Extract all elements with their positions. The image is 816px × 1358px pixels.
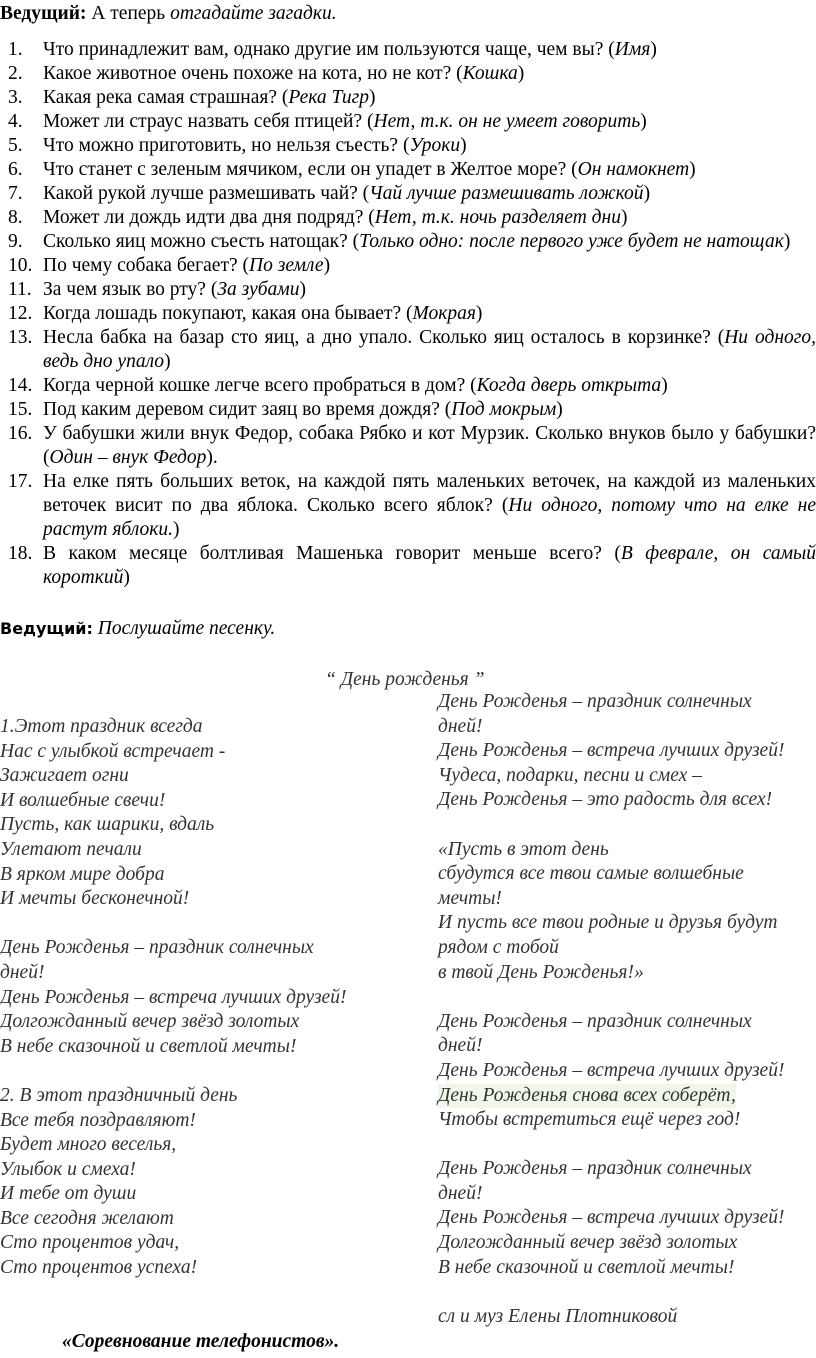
song-line — [438, 1084, 816, 1109]
riddle-number: 7. — [8, 183, 23, 204]
song-line: Все сегодня желают — [0, 1207, 174, 1229]
riddle-closing: ) — [689, 159, 696, 180]
riddle-answer: Река Тигр — [288, 87, 369, 108]
riddle-closing: ) — [661, 375, 668, 396]
riddle-number: 6. — [8, 159, 23, 180]
riddle-closing: ) — [650, 39, 657, 60]
riddle-number: 18. — [8, 543, 33, 564]
song-line: Все тебя поздравляют! — [0, 1109, 196, 1131]
riddle-number: 5. — [8, 135, 23, 156]
intro-italic-text: отгадайте загадки. — [170, 3, 337, 24]
song-line: «Пусть в этот день — [438, 838, 609, 860]
riddle-answer: По земле — [249, 255, 324, 276]
song-line: В ярком мире добра — [0, 863, 165, 885]
song-title: “ День рожденья ” — [325, 669, 485, 690]
riddle-answer: Кошка — [462, 63, 518, 84]
song-line: сл и муз Елены Плотниковой — [438, 1305, 678, 1327]
song-line — [438, 985, 816, 1010]
riddle-answer: Нет, т.к. ночь разделяет дни — [374, 207, 621, 228]
host-label: Ведущий: — [0, 619, 93, 638]
song-line: Чудеса, подарки, песни и смех – — [438, 764, 702, 786]
song-line: дней! — [0, 961, 45, 983]
song-line: дней! — [438, 1035, 483, 1057]
riddle-item — [0, 326, 816, 374]
riddle-number: 8. — [8, 207, 23, 228]
riddle-question: Когда черной кошке легче всего пробраться в дом? ( — [43, 375, 477, 396]
riddle-closing: ) — [368, 87, 376, 108]
riddle-question: Может ли страус назвать себя птицей? ( — [43, 111, 374, 132]
riddle-answer: Имя — [614, 39, 651, 60]
riddle-item — [0, 230, 816, 254]
riddle-question: Может ли дождь идти два дня подряд? ( — [43, 207, 375, 228]
riddle-number: 11. — [8, 279, 32, 300]
song-line: В небе сказочной и светлой мечты! — [438, 1256, 735, 1278]
section-heading: «Соревнование телефонистов». — [62, 1331, 340, 1352]
riddle-closing: ) — [643, 183, 651, 204]
riddle-question: В каком месяце болтливая Машенька говорит меньше всего? ( — [43, 543, 621, 564]
riddle-answer: Он намокнет — [577, 159, 690, 180]
riddle-closing: ) — [460, 135, 467, 156]
riddle-closing: ) — [783, 231, 791, 252]
riddle-answer: Ни одного, потому что на елке не растут яблоки. — [43, 495, 816, 540]
riddle-list — [0, 38, 816, 590]
song-line: Улетают печали — [0, 838, 142, 860]
riddle-answer: Ни одного, ведь дно упало — [43, 327, 816, 372]
riddle-answer: Уроки — [409, 135, 461, 156]
riddle-answer: Мокрая — [412, 303, 476, 324]
song-line: Зажигает огни — [0, 765, 129, 787]
song-line: 2. В этот праздничный день — [0, 1084, 238, 1106]
riddle-number: 13. — [8, 327, 33, 348]
song-line — [438, 813, 816, 838]
riddle-answer: Только одно: после первого уже будет не натощак — [359, 231, 784, 252]
riddle-item — [0, 422, 816, 470]
riddle-closing: ) — [164, 351, 171, 372]
riddle-number: 10. — [8, 255, 33, 276]
song-right-column — [438, 690, 816, 1329]
song-line: День Рожденья – праздник солнечных — [438, 1158, 752, 1180]
song-line — [0, 912, 400, 937]
riddle-closing: ). — [206, 447, 218, 468]
host-song-line — [0, 617, 275, 641]
song-line: День Рожденья – встреча лучших друзей! — [438, 1059, 785, 1081]
song-line: Пусть, как шарики, вдаль — [0, 814, 215, 836]
highlighted-song-line: День Рожденья снова всех соберёт, — [438, 1084, 736, 1109]
riddle-question: Что станет с зеленым мячиком, если он упадет в Желтое море? ( — [43, 159, 578, 180]
riddle-number: 2. — [8, 63, 23, 84]
riddle-item — [0, 470, 816, 542]
riddle-item — [0, 542, 816, 590]
song-line: Долгожданный вечер звёзд золотых — [438, 1232, 738, 1254]
song-line — [0, 1059, 400, 1084]
riddle-number: 14. — [8, 375, 33, 396]
song-line: День Рожденья – праздник солнечных — [438, 691, 752, 712]
riddle-question: Какая река самая страшная? ( — [43, 87, 289, 108]
riddle-closing: ) — [517, 63, 525, 84]
riddle-number: 12. — [8, 303, 33, 324]
riddle-item — [0, 398, 816, 422]
riddle-question: Какой рукой лучше размешивать чай? ( — [43, 183, 370, 204]
riddle-item — [0, 158, 816, 182]
host-song-text: Послушайте песенку. — [92, 618, 276, 639]
riddle-item — [0, 110, 816, 134]
riddle-closing: ) — [173, 519, 180, 540]
song-line: И волшебные свечи! — [0, 789, 166, 811]
riddle-question: Под каким деревом сидит заяц во время дождя? ( — [43, 399, 452, 420]
song-line: И мечты бесконечной! — [0, 888, 190, 910]
song-line — [438, 1280, 816, 1305]
song-line: Будет много веселья, — [0, 1134, 177, 1156]
song-line: День Рожденья – встреча лучших друзей! — [438, 740, 785, 762]
song-line: Сто процентов успеха! — [0, 1257, 198, 1279]
riddle-answer: Нет, т.к. он не умеет говорить — [373, 111, 641, 132]
riddle-closing: ) — [620, 207, 628, 228]
riddle-closing: ) — [123, 567, 130, 588]
riddle-closing: ) — [640, 111, 647, 132]
song-line: День Рожденья – праздник солнечных — [438, 1010, 752, 1032]
riddle-item — [0, 302, 816, 326]
riddle-number: 4. — [8, 111, 23, 132]
riddle-item — [0, 182, 816, 206]
song-line: Долгожданный вечер звёзд золотых — [0, 1011, 300, 1033]
riddle-item — [0, 86, 816, 110]
riddle-answer: Когда дверь открыта — [476, 375, 662, 396]
riddle-item — [0, 38, 816, 62]
song-line: И тебе от души — [0, 1183, 137, 1205]
song-line: Чтобы встретиться ещё через год! — [438, 1109, 741, 1131]
riddle-number: 3. — [8, 87, 23, 108]
riddle-item — [0, 278, 816, 302]
riddle-number: 9. — [8, 231, 23, 252]
riddle-closing: ) — [556, 399, 563, 420]
host-label: Ведущий: — [0, 3, 87, 24]
riddle-question: На елке пять больших веток, на каждой пять маленьких веточек, на каждой из маленьких веточек висит по два яблока. Сколько всего яблок? ( — [43, 471, 816, 516]
riddle-closing: ) — [323, 255, 331, 276]
song-line: День Рожденья – праздник солнечных — [0, 937, 314, 959]
riddle-question: Несла бабка на базар сто яиц, а дно упало. Сколько яиц осталось в корзинке? ( — [43, 327, 725, 348]
riddle-question: Что принадлежит вам, однако другие им пользуются чаще, чем вы? ( — [43, 39, 615, 60]
song-line: День Рожденья – это радость для всех! — [438, 789, 773, 811]
song-line: дней! — [438, 1182, 483, 1204]
song-line: В небе сказочной и светлой мечты! — [0, 1035, 297, 1057]
riddle-number: 17. — [8, 471, 33, 492]
riddle-question: Когда лошадь покупают, какая она бывает? ( — [43, 303, 413, 324]
song-line: рядом с тобой — [438, 936, 559, 958]
riddle-item — [0, 206, 816, 230]
riddle-number: 16. — [8, 423, 33, 444]
riddle-item — [0, 374, 816, 398]
song-line: Нас с улыбкой встречает - — [0, 740, 226, 762]
song-line: сбудутся все твои самые волшебные — [438, 863, 744, 885]
song-line: в твой День Рожденья!» — [438, 961, 644, 983]
song-line: День Рожденья – встреча лучших друзей! — [0, 986, 347, 1008]
song-line: Сто процентов удач, — [0, 1232, 180, 1254]
riddle-question: Сколько яиц можно съесть натощак? ( — [43, 231, 360, 252]
riddle-item — [0, 134, 816, 158]
riddle-answer: Чай лучше размешивать ложкой — [369, 183, 644, 204]
riddle-question: У бабушки жили внук Федор, собака Рябко и кот Мурзик. Сколько внуков было у бабушки? ( — [43, 423, 816, 468]
riddle-closing: ) — [475, 303, 483, 324]
riddle-item — [0, 62, 816, 86]
intro-text: А теперь — [86, 3, 171, 24]
riddle-answer: За зубами — [217, 279, 300, 300]
riddle-item — [0, 254, 816, 278]
song-line: мечты! — [438, 887, 502, 909]
riddle-number: 1. — [8, 39, 23, 60]
song-line: День Рожденья – встреча лучших друзей! — [438, 1207, 785, 1229]
song-left-column — [0, 715, 400, 1281]
riddle-question: По чему собака бегает? ( — [43, 255, 249, 276]
song-line: Улыбок и смеха! — [0, 1158, 136, 1180]
riddle-closing: ) — [299, 279, 307, 300]
riddle-answer: В феврале, он самый короткий — [43, 543, 816, 588]
riddle-answer: Под мокрым — [451, 399, 557, 420]
intro-line — [0, 2, 337, 26]
song-line: И пусть все твои родные и друзья будут — [438, 912, 778, 934]
song-line: 1.Этот праздник всегда — [0, 716, 203, 737]
riddle-question: За чем язык во рту? ( — [43, 279, 218, 300]
riddle-question: Что можно приготовить, но нельзя съесть? ( — [43, 135, 410, 156]
riddle-answer: Один – внук Федор — [49, 447, 207, 468]
song-line — [438, 1133, 816, 1158]
song-line: дней! — [438, 715, 483, 737]
riddle-number: 15. — [8, 399, 33, 420]
riddle-question: Какое животное очень похоже на кота, но не кот? ( — [43, 63, 463, 84]
